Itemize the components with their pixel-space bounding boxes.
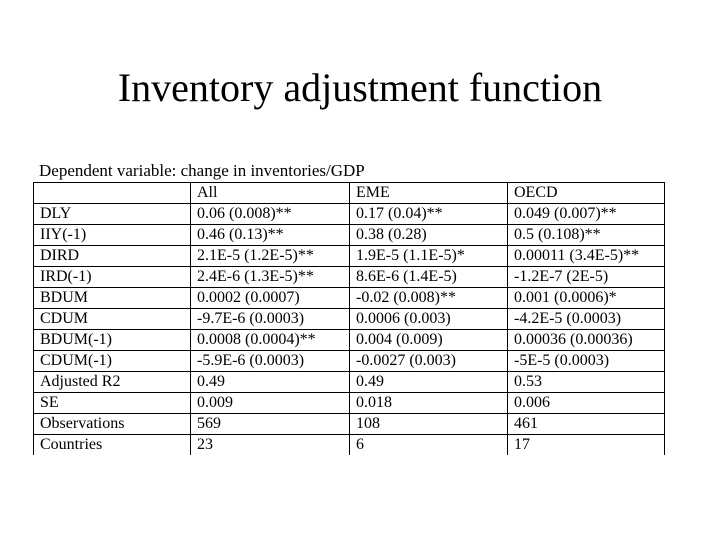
table-row <box>34 246 665 267</box>
regression-table-container <box>33 160 664 455</box>
table-row <box>34 225 665 246</box>
header-cell-eme: EME <box>350 183 508 204</box>
header-cell-blank <box>34 183 191 204</box>
oecd-value-cell: -5E-5 (0.0003) <box>508 351 665 372</box>
row-label-cell: BDUM(-1) <box>34 330 191 351</box>
oecd-value-cell: 0.00011 (3.4E-5)** <box>508 246 665 267</box>
eme-value-cell: 8.6E-6 (1.4E-5) <box>350 267 508 288</box>
row-label-cell: BDUM <box>34 288 191 309</box>
all-value-cell: 0.49 <box>191 372 350 393</box>
table-row <box>34 288 665 309</box>
all-value-cell: 2.4E-6 (1.3E-5)** <box>191 267 350 288</box>
table-row <box>34 309 665 330</box>
table-row <box>34 393 665 414</box>
row-label-cell: IIY(-1) <box>34 225 191 246</box>
table-row <box>34 351 665 372</box>
all-value-cell: 0.0008 (0.0004)** <box>191 330 350 351</box>
oecd-value-cell: -1.2E-7 (2E-5) <box>508 267 665 288</box>
table-body <box>34 183 665 456</box>
eme-value-cell: 0.004 (0.009) <box>350 330 508 351</box>
oecd-value-cell: 0.001 (0.0006)* <box>508 288 665 309</box>
eme-value-cell: 0.0006 (0.003) <box>350 309 508 330</box>
row-label-cell: CDUM <box>34 309 191 330</box>
table-row <box>34 414 665 435</box>
row-label-cell: DLY <box>34 204 191 225</box>
eme-value-cell: 0.17 (0.04)** <box>350 204 508 225</box>
row-label-cell: SE <box>34 393 191 414</box>
slide-title: Inventory adjustment function <box>117 65 603 110</box>
oecd-value-cell: 461 <box>508 414 665 435</box>
all-value-cell: 0.009 <box>191 393 350 414</box>
all-value-cell: -9.7E-6 (0.0003) <box>191 309 350 330</box>
table-caption: Dependent variable: change in inventories/GDP <box>39 161 365 180</box>
regression-table <box>33 182 665 455</box>
oecd-value-cell: 0.5 (0.108)** <box>508 225 665 246</box>
oecd-value-cell: 0.00036 (0.00036) <box>508 330 665 351</box>
eme-value-cell: -0.02 (0.008)** <box>350 288 508 309</box>
oecd-value-cell: 0.049 (0.007)** <box>508 204 665 225</box>
eme-value-cell: 1.9E-5 (1.1E-5)* <box>350 246 508 267</box>
eme-value-cell: 108 <box>350 414 508 435</box>
table-header-row <box>34 183 665 204</box>
row-label-cell: DIRD <box>34 246 191 267</box>
oecd-value-cell: 0.53 <box>508 372 665 393</box>
row-label-cell: Adjusted R2 <box>34 372 191 393</box>
table-row <box>34 267 665 288</box>
eme-value-cell: 0.38 (0.28) <box>350 225 508 246</box>
row-label-cell: Countries <box>34 435 191 456</box>
all-value-cell: -5.9E-6 (0.0003) <box>191 351 350 372</box>
all-value-cell: 0.46 (0.13)** <box>191 225 350 246</box>
all-value-cell: 0.0002 (0.0007) <box>191 288 350 309</box>
row-label-cell: Observations <box>34 414 191 435</box>
eme-value-cell: 0.49 <box>350 372 508 393</box>
table-row <box>34 372 665 393</box>
oecd-value-cell: 0.006 <box>508 393 665 414</box>
eme-value-cell: 6 <box>350 435 508 456</box>
all-value-cell: 23 <box>191 435 350 456</box>
header-cell-all: All <box>191 183 350 204</box>
table-row <box>34 330 665 351</box>
row-label-cell: CDUM(-1) <box>34 351 191 372</box>
all-value-cell: 0.06 (0.008)** <box>191 204 350 225</box>
table-row <box>34 204 665 225</box>
all-value-cell: 2.1E-5 (1.2E-5)** <box>191 246 350 267</box>
row-label-cell: IRD(-1) <box>34 267 191 288</box>
table-row <box>34 435 665 456</box>
oecd-value-cell: -4.2E-5 (0.0003) <box>508 309 665 330</box>
oecd-value-cell: 17 <box>508 435 665 456</box>
header-cell-oecd: OECD <box>508 183 665 204</box>
eme-value-cell: 0.018 <box>350 393 508 414</box>
eme-value-cell: -0.0027 (0.003) <box>350 351 508 372</box>
all-value-cell: 569 <box>191 414 350 435</box>
